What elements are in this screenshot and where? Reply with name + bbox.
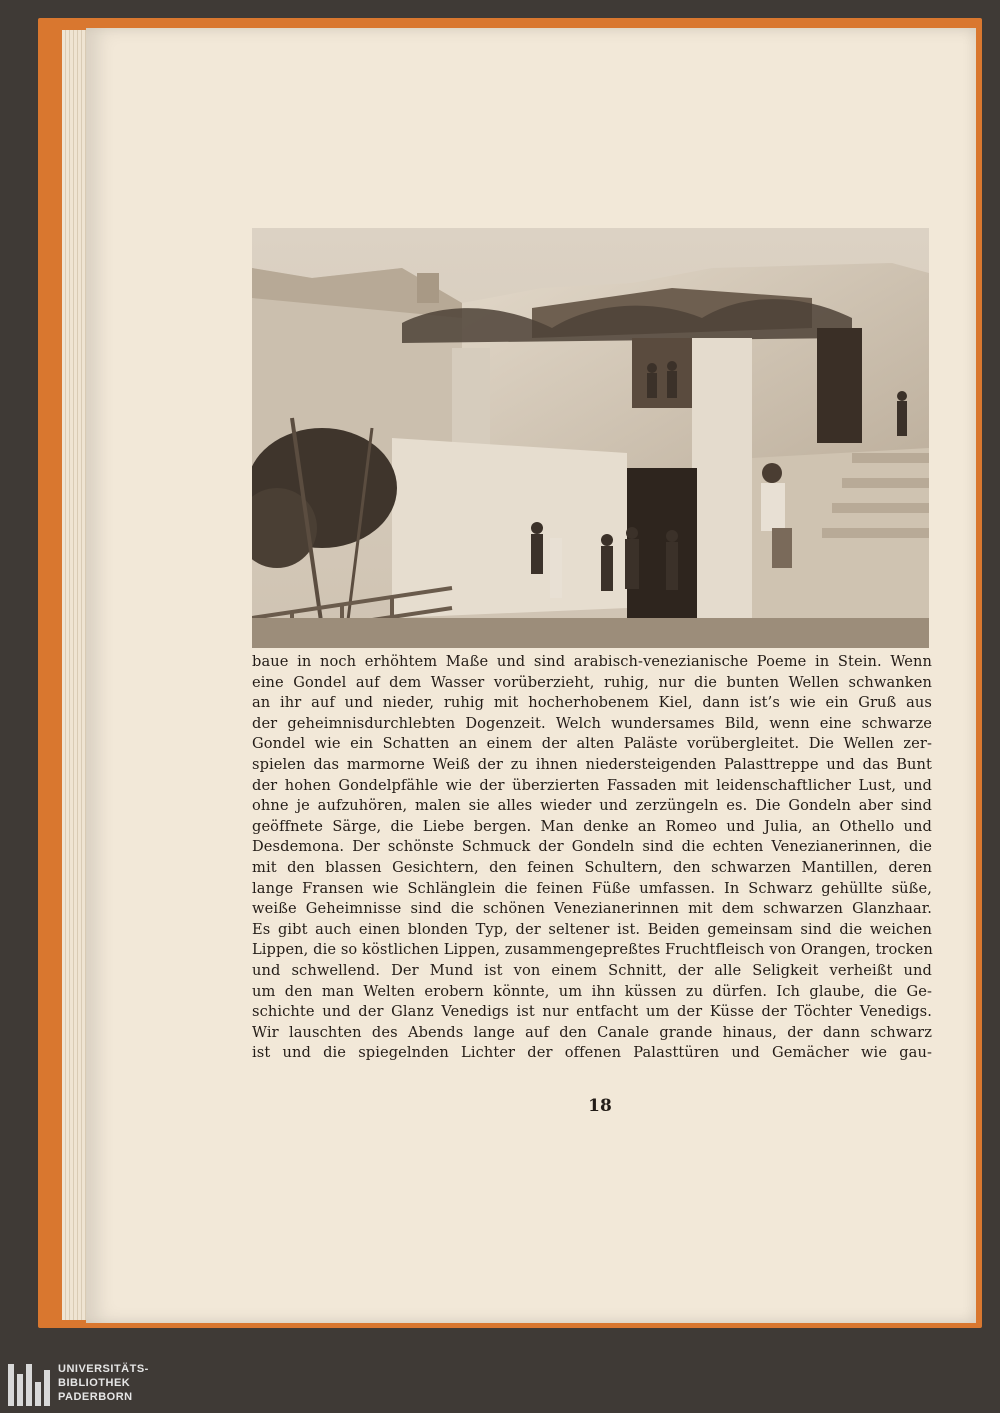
text-line: der hohen Gondelpfähle wie der überzierten Fassaden mit leidenschaftlicher Lust, und [252, 776, 932, 794]
text-line: und schwellend. Der Mund ist von einem Schnitt, der alle Seligkeit verheißt und [252, 961, 932, 979]
page-number: 18 [588, 1096, 612, 1116]
village-photograph-image [252, 228, 929, 648]
text-line: spielen das marmorne Weiß der zu ihnen niedersteigenden Palasttreppe und das Bunt [252, 755, 932, 773]
text-line: eine Gondel auf dem Wasser vorüberzieht, ruhig, nur die bunten Wellen schwanken [252, 673, 932, 691]
text-line: um den man Welten erobern könnte, um ihn küssen zu dürfen. Ich glaube, die Ge- [252, 982, 932, 1000]
text-line: Lippen, die so köstlichen Lippen, zusammengepreßtes Fruchtfleisch von Orangen, trocken [252, 941, 933, 959]
logo-line-1: UNIVERSITÄTS- [58, 1363, 149, 1375]
text-line: Es gibt auch einen blonden Typ, der seltener ist. Beiden gemeinsam sind die weichen [252, 920, 932, 938]
text-line: baue in noch erhöhtem Maße und sind arabisch-venezianische Poeme in Stein. Wenn [252, 653, 932, 670]
library-logo [8, 1362, 178, 1408]
text-line: lange Fransen wie Schlänglein die feinen Füße umfassen. In Schwarz gehüllte süße, [252, 879, 932, 897]
text-line: ohne je aufzuhören, malen sie alles wieder und zerzüngeln es. Die Gondeln aber sind [252, 797, 932, 815]
library-logo-icon [8, 1364, 50, 1406]
logo-line-2: BIBLIOTHEK [58, 1377, 131, 1389]
text-line: Gondel wie ein Schatten an einem der alten Paläste vorübergleitet. Die Wellen zer- [252, 735, 932, 753]
text-line: ist und die spiegelnden Lichter der offenen Palasttüren und Gemächer wie gau- [252, 1044, 932, 1062]
logo-line-3: PADERBORN [58, 1391, 133, 1403]
text-line: an ihr auf und nieder, ruhig mit hocherhobenem Kiel, dann ist’s wie ein Gruß aus [252, 694, 932, 712]
text-line: mit den blassen Gesichtern, den feinen Schultern, den schwarzen Mantillen, deren [252, 858, 932, 876]
library-logo-text [58, 1362, 149, 1404]
body-text [252, 652, 932, 1064]
text-line: Wir lauschten des Abends lange auf den Canale grande hinaus, der dann schwarz [252, 1023, 932, 1041]
text-line: Desdemona. Der schönste Schmuck der Gondeln sind die echten Venezianerinnen, die [252, 838, 932, 856]
village-photograph [252, 228, 929, 648]
text-line: schichte und der Glanz Venedigs ist nur entfacht um der Küsse der Töchter Venedigs. [252, 1003, 932, 1021]
text-line: der geheimnisdurchlebten Dogenzeit. Welch wundersames Bild, wenn eine schwarze [252, 714, 932, 732]
text-line: geöffnete Särge, die Liebe bergen. Man denke an Romeo und Julia, an Othello und [252, 817, 932, 835]
text-line: weiße Geheimnisse sind die schönen Venezianerinnen mit dem schwarzen Glanzhaar. [252, 900, 932, 918]
